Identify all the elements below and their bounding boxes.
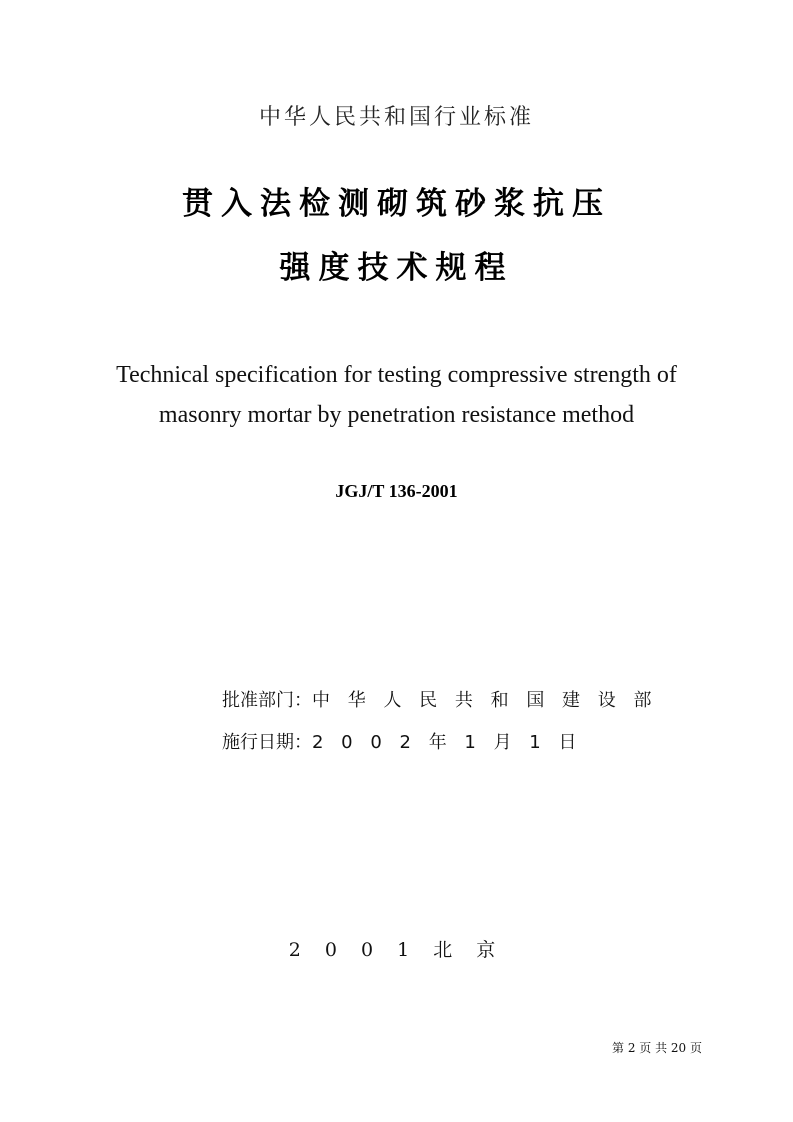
approval-label: 批准部门： (222, 690, 312, 711)
effective-label: 施行日期： (222, 732, 312, 753)
title-en-line-2: masonry mortar by penetration resistance method (158, 402, 635, 428)
standard-code: JGJ/T 136-2001 (335, 481, 458, 501)
title-cn-line-2: 强度技术规程 (279, 250, 514, 286)
approval-value: 中 华 人 民 共 和 国 建 设 部 (312, 690, 658, 711)
place-year: 2 0 0 1 北 京 (288, 939, 505, 961)
title-en-line-1: Technical specification for testing compressive strength of (116, 362, 677, 388)
approval-department (222, 686, 658, 712)
effective-value: 2 0 0 2 年 1 月 1 日 (312, 732, 583, 753)
issuer-line: 中华人民共和国行业标准 (258, 105, 534, 130)
title-cn-line-1: 贯入法检测砌筑砂浆抗压 (182, 186, 611, 222)
page-number: 第 2 页 共 20 页 (612, 1041, 702, 1055)
effective-date (222, 728, 583, 754)
